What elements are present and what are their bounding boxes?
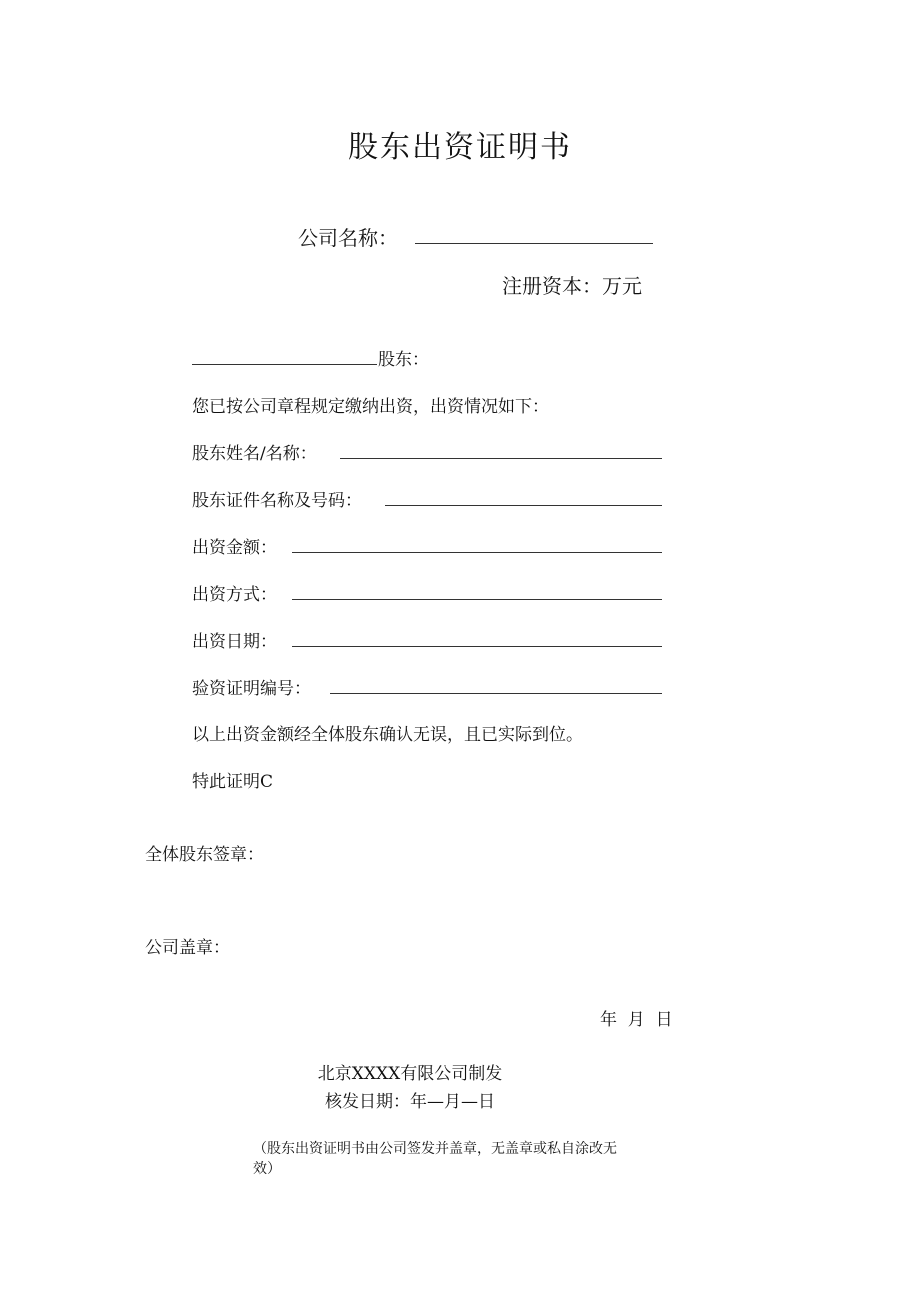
field-blank-verification-number	[330, 693, 662, 694]
field-blank-amount	[292, 552, 662, 553]
field-blank-date	[292, 646, 662, 647]
confirmation-text: 以上出资金额经全体股东确认无误，且已实际到位。	[192, 725, 583, 745]
certify-text: 特此证明C	[192, 772, 274, 792]
issuer-text: 北京XXXX有限公司制发	[317, 1064, 503, 1084]
field-label-id-document: 股东证件名称及号码：	[192, 491, 362, 511]
all-shareholders-seal-label: 全体股东签章：	[145, 845, 264, 865]
field-label-method: 出资方式：	[192, 585, 277, 605]
footnote-line-1: （股东出资证明书由公司签发并盖章，无盖章或私自涂改无	[253, 1141, 617, 1157]
intro-text: 您已按公司章程规定缴纳出资，出资情况如下：	[192, 397, 549, 417]
field-blank-shareholder-name	[340, 458, 662, 459]
document-title: 股东出资证明书	[348, 130, 572, 165]
signature-date-line: 年 月 日	[600, 1010, 673, 1030]
company-name-label: 公司名称：	[298, 226, 398, 250]
issue-date-text: 核发日期：年—月—日	[325, 1092, 495, 1112]
footnote-line-2: 效）	[253, 1161, 281, 1177]
shareholder-salutation: 股东：	[378, 350, 429, 370]
field-label-shareholder-name: 股东姓名/名称：	[192, 444, 317, 464]
field-blank-method	[292, 599, 662, 600]
field-blank-id-document	[385, 505, 662, 506]
company-seal-label: 公司盖章：	[145, 938, 230, 958]
field-label-verification-number: 验资证明编号：	[192, 679, 311, 699]
registered-capital: 注册资本：万元	[502, 274, 642, 298]
company-name-blank	[415, 243, 653, 244]
field-label-amount: 出资金额：	[192, 538, 277, 558]
field-label-date: 出资日期：	[192, 632, 277, 652]
shareholder-name-blank	[192, 364, 377, 365]
